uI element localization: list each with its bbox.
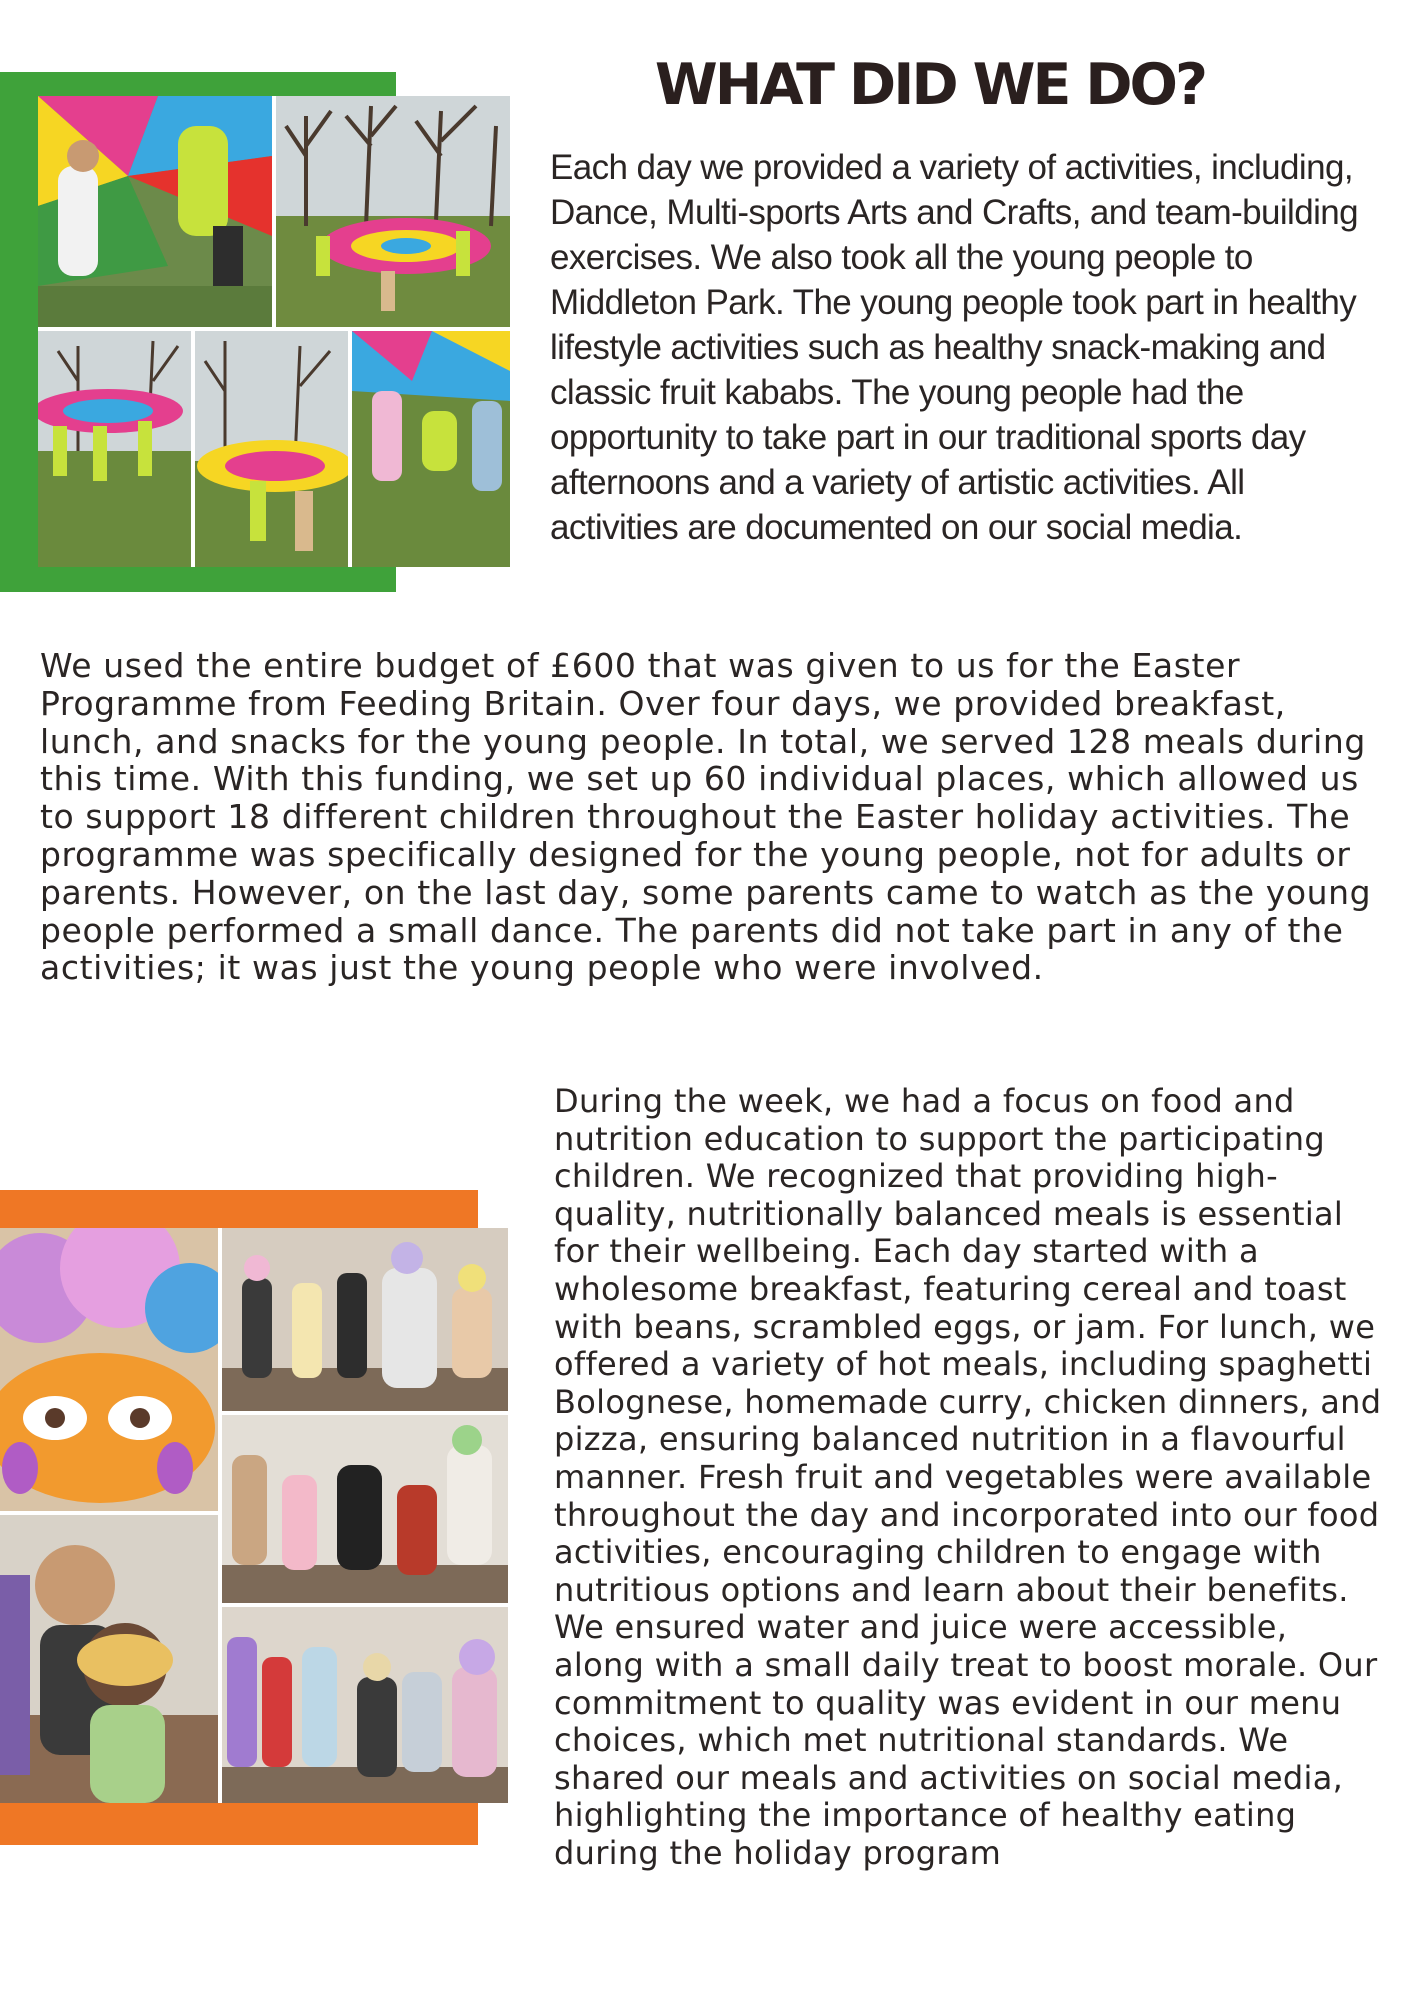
collage-photo-group-masks-3 [222,1607,508,1803]
collage-photo-park-trees [276,96,510,327]
collage-photo-group-masks-1 [222,1228,508,1411]
easter-masks-collage [0,1228,508,1803]
collage-photo-under-parachute [352,331,510,567]
page-title: WHAT DID WE DO? [654,52,1206,118]
collage-photo-group-parachute [38,331,191,567]
collage-photo-group-masks-2 [222,1415,508,1603]
budget-paragraph: We used the entire budget of £600 that was given to us for the Easter Programme from Feeding Britain. Over four days, we provided breakfast, lunch, and snacks for the young people. In total, we served 128 meals during this time. With this funding, we set up 60 individual places, which allowed us to support 18 different children throughout the Easter holiday activities. The programme was specifically designed for the young people, not for adults or parents. However, on the last day, some parents came to watch as the young people performed a small dance. The parents did not take part in any of the activities; it was just the young people who were involved. [40,646,1372,988]
parachute-games-collage [38,96,510,567]
collage-photo-mask-closeup [0,1228,218,1511]
nutrition-paragraph: During the week, we had a focus on food and nutrition education to support the participating children. We recognized that providing high-quality, nutritionally balanced meals is essential for their wellbeing. Each day started with a wholesome breakfast, featuring cereal and toast with beans, scrambled eggs, or jam. For lunch, we offered a variety of hot meals, including spaghetti Bolognese, homemade curry, chicken dinners, and pizza, ensuring balanced nutrition in a flavourful manner. Fresh fruit and vegetables were available throughout the day and incorporated into our food activities, encouraging children to engage with nutritious options and learn about their benefits. We ensured water and juice were accessible, along with a small daily treat to boost morale. Our commitment to quality was evident in our menu choices, which met nutritional standards. We shared our meals and activities on social media, highlighting the importance of healthy eating during the holiday program [554,1082,1382,1872]
intro-paragraph: Each day we provided a variety of activities, including, Dance, Multi-sports Arts and Crafts, and team-building exercises. We also took all the young people to Middleton Park. The young people took part in healthy lifestyle activities such as healthy snack-making and classic fruit kababs. The young people had the opportunity to take part in our traditional sports day afternoons and a variety of artistic activities. All activities are documented on our social media. [550,148,1358,547]
collage-photo-parachute-lift [195,331,348,567]
collage-photo-parachute-closeup [38,96,272,327]
collage-photo-kids-with-masks [0,1515,218,1803]
